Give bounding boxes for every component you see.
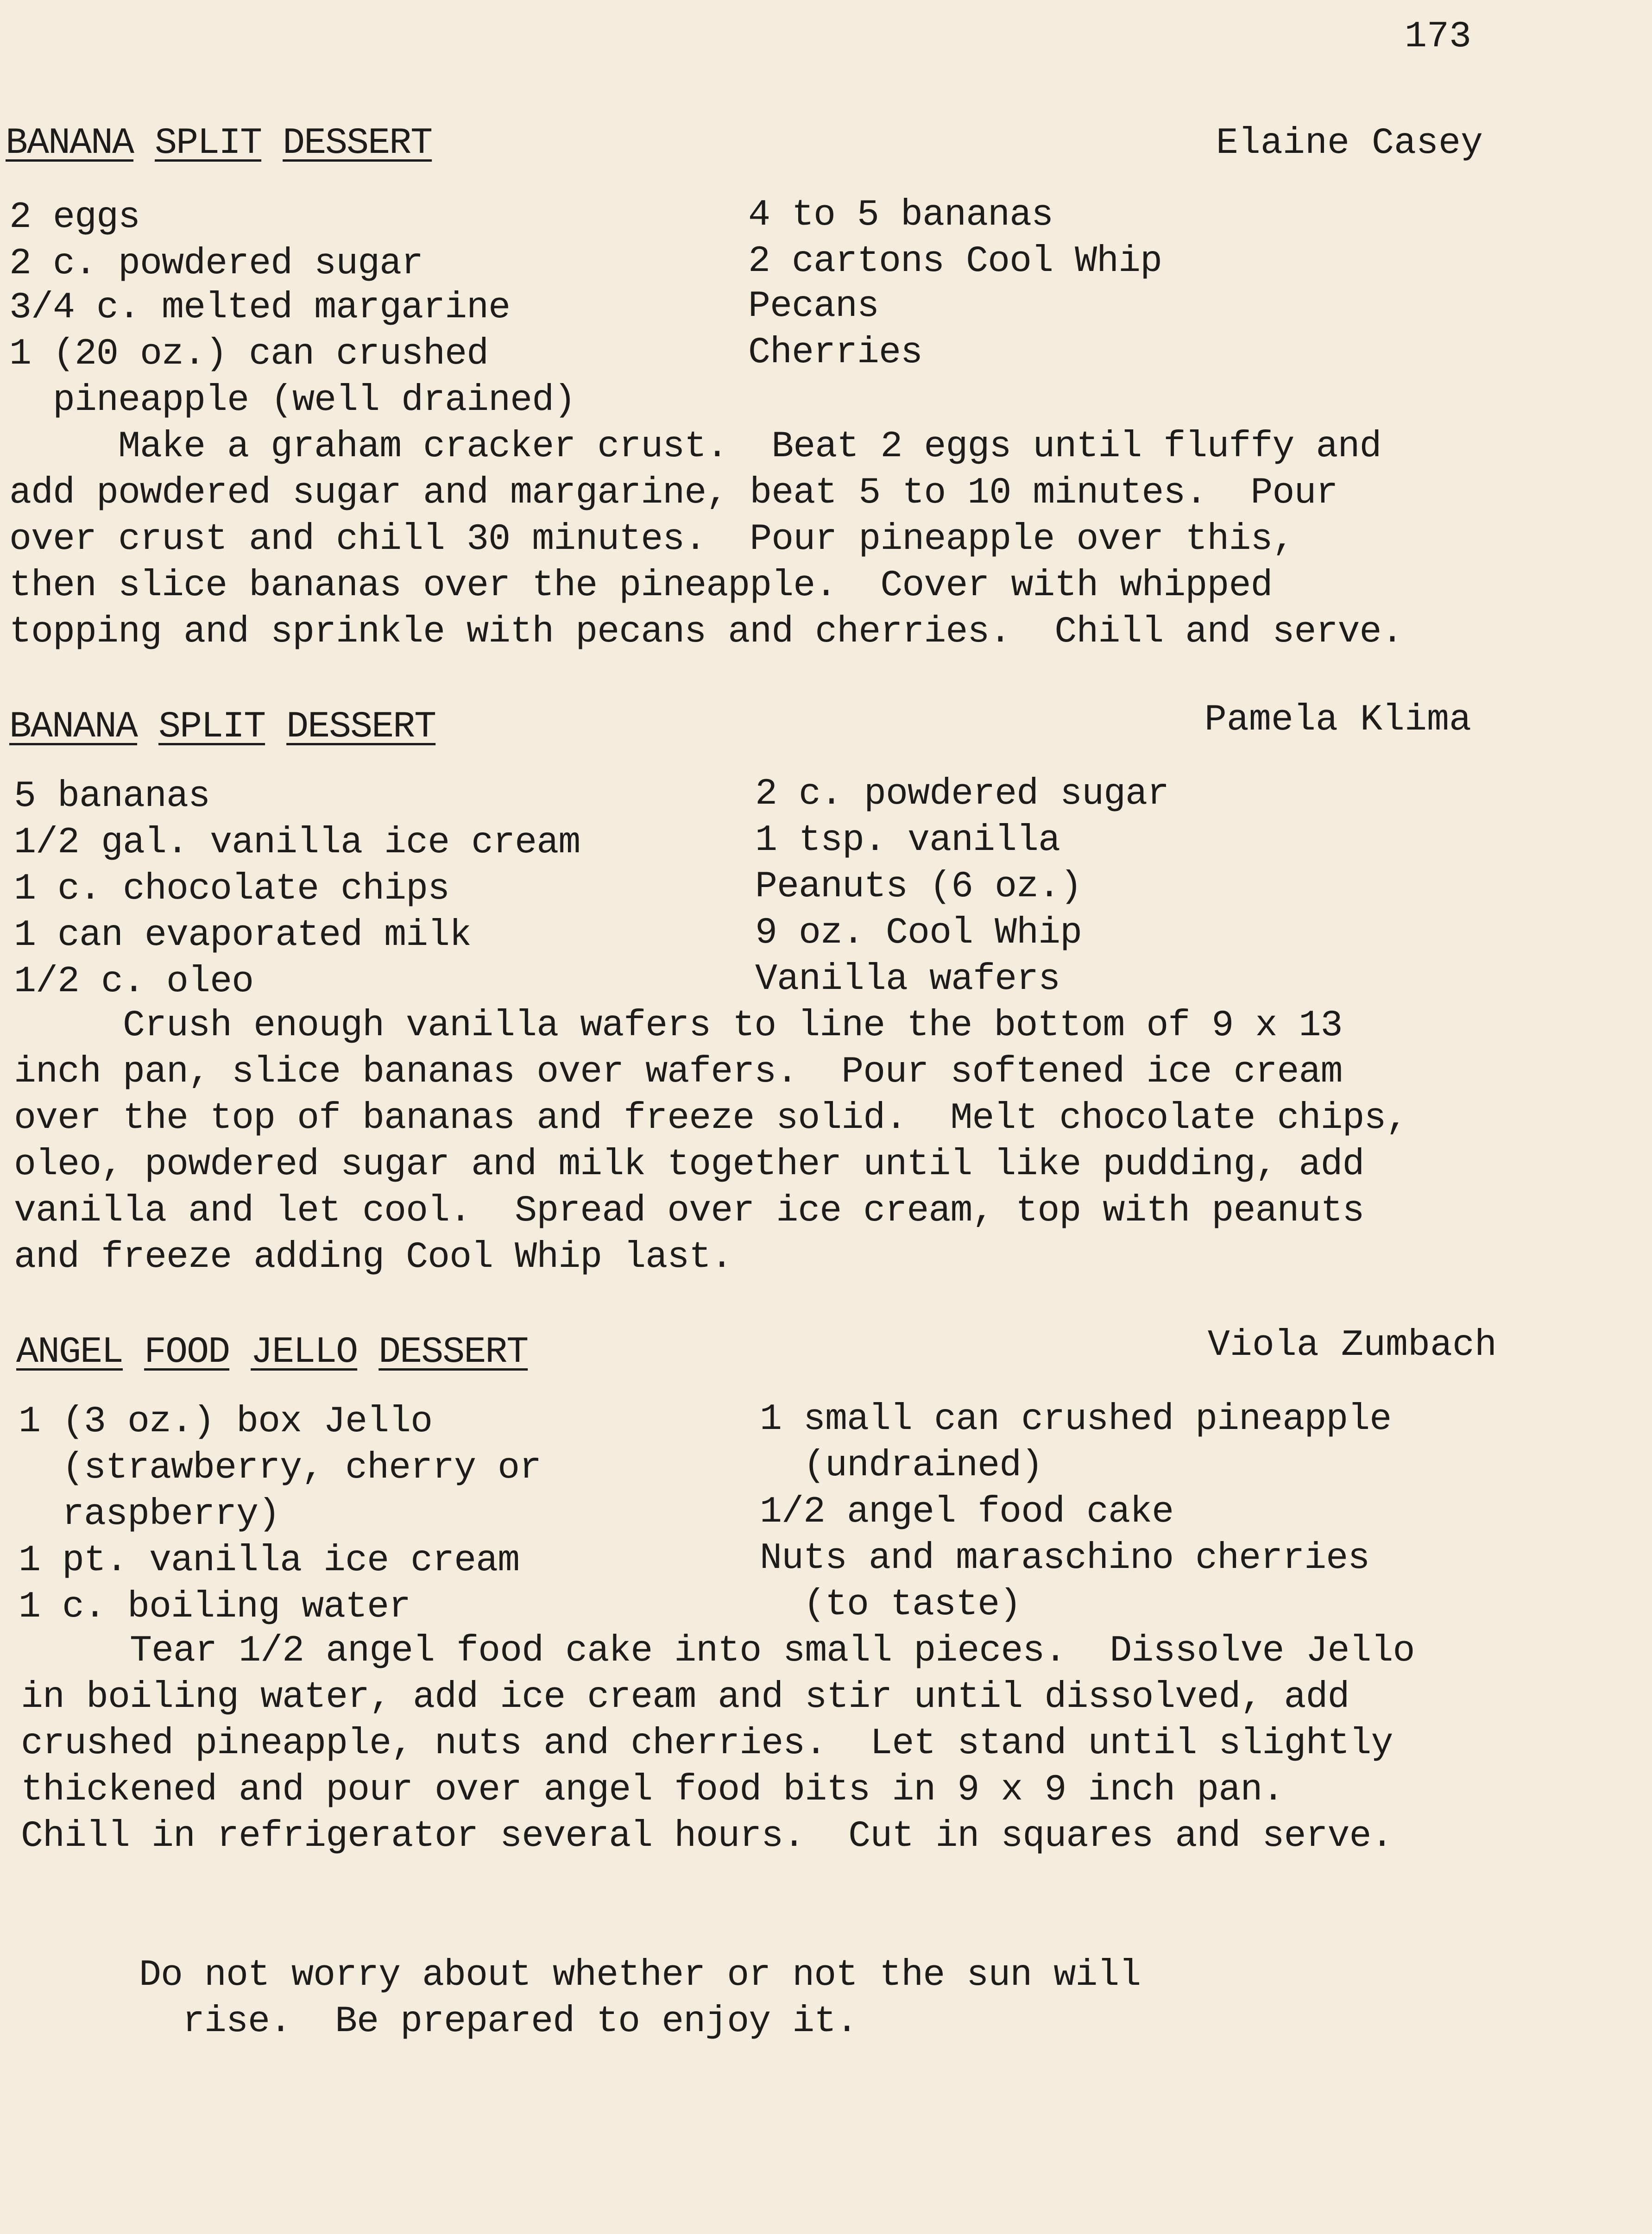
ingredient: 1 pt. vanilla ice cream bbox=[19, 1540, 520, 1582]
recipe-2-author: Pamela Klima bbox=[1204, 699, 1471, 741]
direction-line: topping and sprinkle with pecans and cherries. Chill and serve. bbox=[9, 611, 1403, 653]
direction-line: over the top of bananas and freeze solid. Melt chocolate chips, bbox=[14, 1097, 1408, 1139]
ingredient: 2 cartons Cool Whip bbox=[748, 240, 1162, 283]
recipe-1-title-word: SPLIT bbox=[155, 122, 262, 164]
ingredient: 1 c. chocolate chips bbox=[14, 868, 450, 910]
recipe-3-title-word: DESSERT bbox=[378, 1331, 528, 1373]
ingredient: 5 bananas bbox=[14, 775, 210, 818]
direction-line: thickened and pour over angel food bits in 9 x 9 inch pan. bbox=[21, 1769, 1284, 1811]
ingredient: 1 c. boiling water bbox=[19, 1586, 411, 1628]
direction-line: Chill in refrigerator several hours. Cut in squares and serve. bbox=[21, 1815, 1393, 1857]
direction-line: Make a graham cracker crust. Beat 2 eggs until fluffy and bbox=[9, 426, 1381, 468]
ingredient: raspberry) bbox=[19, 1493, 280, 1535]
direction-line: in boiling water, add ice cream and stir until dissolved, add bbox=[21, 1676, 1349, 1718]
recipe-1-title-word: DESSERT bbox=[283, 122, 432, 164]
direction-line: add powdered sugar and margarine, beat 5 to 10 minutes. Pour bbox=[9, 472, 1338, 514]
ingredient: 9 oz. Cool Whip bbox=[755, 912, 1082, 954]
ingredient: Vanilla wafers bbox=[755, 958, 1060, 1001]
ingredient: 1 (20 oz.) can crushed bbox=[9, 333, 489, 375]
direction-line: Tear 1/2 angel food cake into small pieces. Dissolve Jello bbox=[21, 1630, 1415, 1672]
direction-line: and freeze adding Cool Whip last. bbox=[14, 1236, 733, 1278]
ingredient: (undrained) bbox=[760, 1445, 1043, 1487]
quote-line: rise. Be prepared to enjoy it. bbox=[139, 2001, 858, 2043]
ingredient: 1/2 c. oleo bbox=[14, 961, 254, 1003]
ingredient: (strawberry, cherry or bbox=[19, 1447, 542, 1489]
ingredient: 1 small can crushed pineapple bbox=[760, 1398, 1392, 1441]
ingredient: Cherries bbox=[748, 332, 923, 374]
ingredient: (to taste) bbox=[760, 1584, 1021, 1626]
ingredient: 1/2 gal. vanilla ice cream bbox=[14, 822, 580, 864]
recipe-3-title-word: FOOD bbox=[144, 1331, 230, 1373]
ingredient: 2 c. powdered sugar bbox=[9, 243, 423, 285]
direction-line: oleo, powdered sugar and milk together until like pudding, add bbox=[14, 1144, 1364, 1186]
recipe-3-author: Viola Zumbach bbox=[1207, 1324, 1497, 1366]
ingredient: pineapple (well drained) bbox=[9, 379, 576, 422]
recipe-1-title bbox=[6, 122, 432, 164]
recipe-1-author: Elaine Casey bbox=[1216, 122, 1483, 164]
direction-line: vanilla and let cool. Spread over ice cream, top with peanuts bbox=[14, 1190, 1364, 1232]
recipe-2-title-word: SPLIT bbox=[158, 706, 265, 748]
recipe-1-title-word: BANANA bbox=[6, 122, 134, 164]
direction-line: inch pan, slice bananas over wafers. Pour softened ice cream bbox=[14, 1051, 1343, 1093]
ingredient: 1 tsp. vanilla bbox=[755, 819, 1060, 862]
recipe-2-title bbox=[9, 706, 436, 748]
ingredient: 1 can evaporated milk bbox=[14, 914, 472, 957]
ingredient: 2 eggs bbox=[9, 196, 140, 239]
recipe-2-title-word: BANANA bbox=[9, 706, 138, 748]
ingredient: 1 (3 oz.) box Jello bbox=[19, 1401, 433, 1443]
ingredient: 2 c. powdered sugar bbox=[755, 773, 1169, 815]
direction-line: over crust and chill 30 minutes. Pour pineapple over this, bbox=[9, 518, 1294, 560]
ingredient: Pecans bbox=[748, 285, 879, 327]
ingredient: Nuts and maraschino cherries bbox=[760, 1537, 1370, 1580]
recipe-3-title-word: JELLO bbox=[251, 1331, 358, 1373]
recipe-3-title bbox=[16, 1331, 528, 1373]
recipe-2-title-word: DESSERT bbox=[286, 706, 436, 748]
ingredient: Peanuts (6 oz.) bbox=[755, 866, 1082, 908]
page-number: 173 bbox=[1404, 16, 1471, 58]
quote-line: Do not worry about whether or not the sun will bbox=[139, 1954, 1141, 1996]
direction-line: Crush enough vanilla wafers to line the bottom of 9 x 13 bbox=[14, 1005, 1343, 1047]
ingredient: 3/4 c. melted margarine bbox=[9, 287, 511, 329]
direction-line: then slice bananas over the pineapple. Cover with whipped bbox=[9, 565, 1273, 607]
ingredient: 4 to 5 bananas bbox=[748, 194, 1053, 236]
recipe-3-title-word: ANGEL bbox=[16, 1331, 123, 1373]
ingredient: 1/2 angel food cake bbox=[760, 1491, 1174, 1533]
direction-line: crushed pineapple, nuts and cherries. Let stand until slightly bbox=[21, 1723, 1393, 1765]
